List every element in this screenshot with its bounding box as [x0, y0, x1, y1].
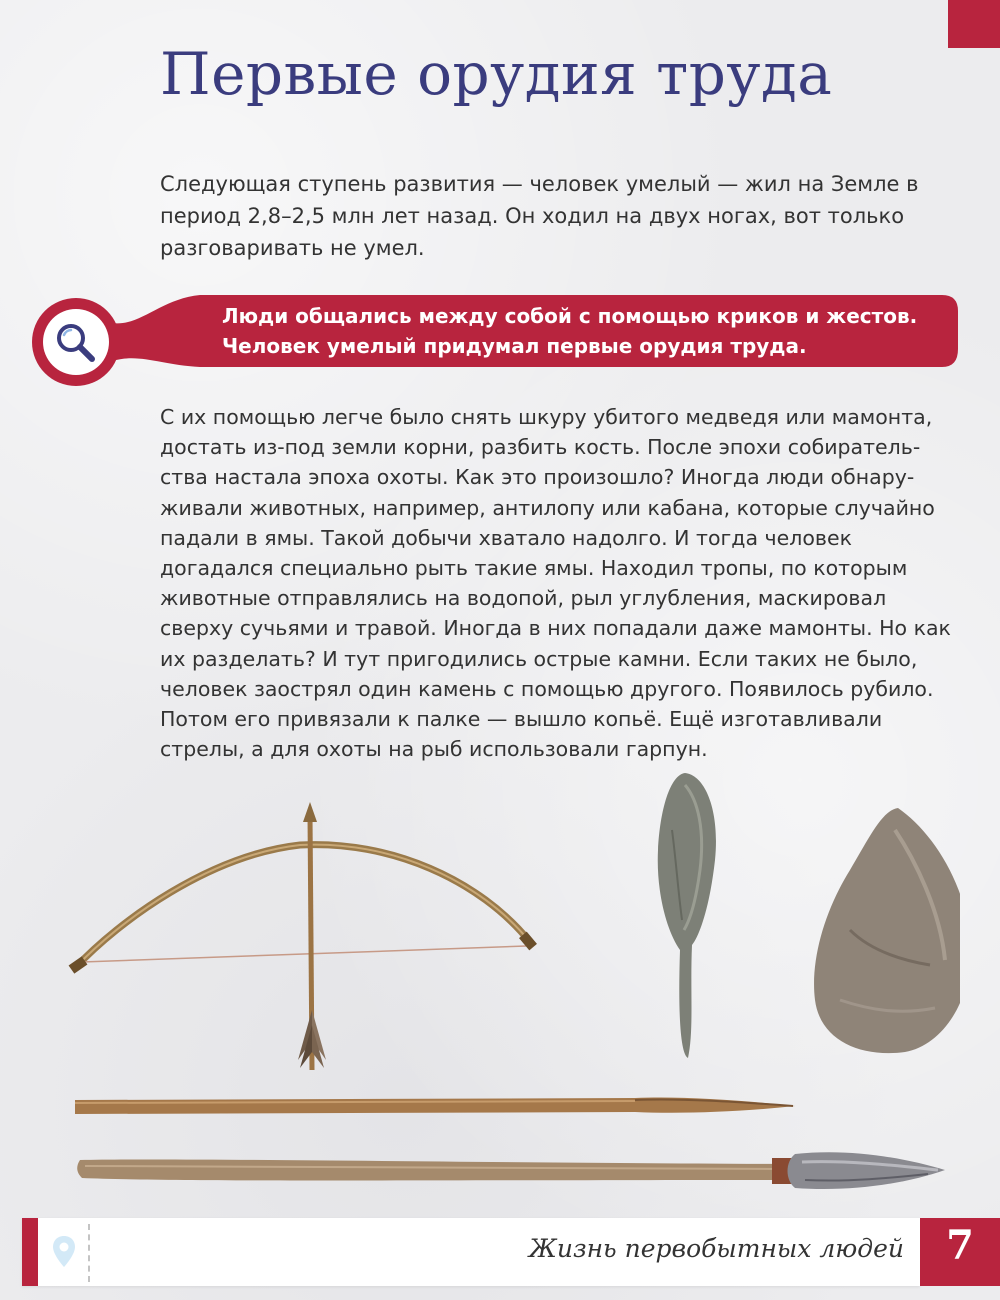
footer-divider	[88, 1224, 90, 1282]
page-number: 7	[946, 1222, 974, 1269]
hand-axe-image	[814, 808, 960, 1053]
body-paragraph: С их помощью легче было снять шкуру убитого медведя или мамонта, достать из-под земли корни, разбить кость. После эпохи собирательства настала эпоха охоты. Как это произошло? Иногда люди обнаруживали животных, например, антилопу или кабана, которые случайно падали в ямы. Такой добычи хватало надолго. И тогда человек догадался специально рыть такие ямы. Находил тропы, по которым животные отправлялись на водопой, рыл углубления, маскировал сверху сучьями и травой. Иногда в них попадали даже мамонты. Но как их разделать? И тут пригодились острые камни. Если таких не было, человек заострял один камень с помощью другого. Появилось рубило. Потом его привязали к палке — вышло копьё. Ещё изготавливали стрелы, а для охоты на рыб использовали гарпун.	[160, 405, 951, 762]
tools-illustration	[60, 770, 960, 1210]
bow-image	[69, 845, 537, 974]
magnifier-icon	[52, 319, 100, 367]
footer-accent	[22, 1218, 38, 1286]
callout-box	[30, 287, 960, 397]
page-title: Первые орудия труда	[160, 40, 833, 108]
spearhead-image	[658, 773, 716, 1058]
wooden-spear-image	[75, 1097, 795, 1114]
section-name: Жизнь первобытных людей	[528, 1234, 904, 1263]
corner-tab	[948, 0, 1000, 48]
stone-spear-image	[77, 1152, 945, 1189]
intro-paragraph: Следующая ступень развития — человек умелый — жил на Земле в период 2,8–2,5 млн лет назад. Он ходил на двух ногах, вот только разговаривать не умел.	[160, 172, 919, 260]
callout-text: Люди общались между собой с помощью криков и жестов. Человек умелый придумал первые орудия труда.	[222, 304, 918, 358]
location-pin-icon	[50, 1234, 78, 1270]
